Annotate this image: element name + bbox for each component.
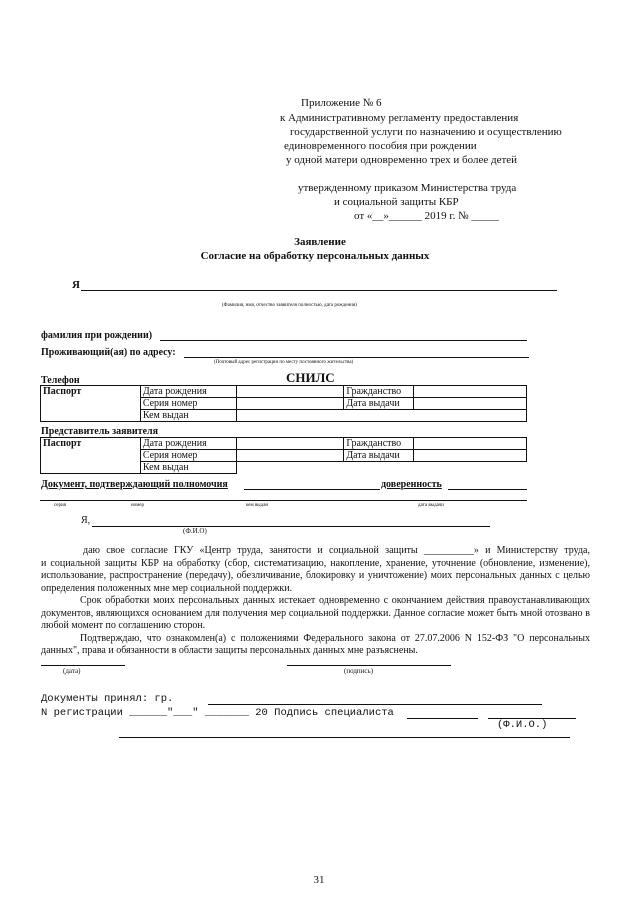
passport-label: Паспорт bbox=[41, 386, 141, 398]
rep-birth-date-value[interactable] bbox=[236, 438, 344, 450]
authority-doc-details-field[interactable] bbox=[40, 500, 527, 501]
ya-hint: (Фамилия, имя, отчество заявителя полностью, дата рождения) bbox=[222, 303, 357, 308]
passport-table-applicant bbox=[40, 385, 527, 422]
snils-label: СНИЛС bbox=[286, 370, 335, 385]
doc-hint-number: номер bbox=[131, 503, 144, 508]
rep-citizenship-value[interactable] bbox=[414, 438, 527, 450]
doc-hint-series: серия bbox=[54, 503, 66, 508]
rep-passport-label: Паспорт bbox=[41, 438, 141, 450]
address-field[interactable] bbox=[184, 357, 529, 358]
doc-hint-issue-date: дата выдачи bbox=[418, 503, 444, 508]
representative-label: Представитель заявителя bbox=[41, 426, 159, 437]
appendix-line-4: единовременного пособия при рождении bbox=[284, 140, 477, 152]
birth-surname-label: фамилия при рождении) bbox=[41, 330, 153, 341]
signature-hint: (подпись) bbox=[344, 667, 374, 675]
rep-issue-date-label: Дата выдачи bbox=[344, 450, 414, 462]
title-line-2: Согласие на обработку персональных данных bbox=[200, 250, 430, 262]
appendix-line-7: и социальной защиты КБР bbox=[334, 196, 459, 208]
consent-p1a: даю свое согласие ГКУ «Центр труда, занятости и социальной защиты __________» и Министерству труда, bbox=[83, 545, 590, 556]
authority-doc-suffix: доверенность bbox=[381, 479, 442, 490]
series-number-label: Серия номер bbox=[140, 398, 236, 410]
birth-surname-field[interactable] bbox=[160, 340, 527, 341]
consent-p3: Подтверждаю, что ознакомлен(а) с положениями Федерального закона от 27.07.2006 N 152-ФЗ "О персональных данных", права и обязанности в области защиты персональных данных мне разъяснены. bbox=[41, 632, 590, 656]
signature-field[interactable] bbox=[287, 665, 451, 666]
phone-label: Телефон bbox=[41, 375, 80, 386]
acceptance-name-field[interactable] bbox=[208, 704, 542, 705]
citizenship-label: Гражданство bbox=[344, 386, 414, 398]
birth-date-value[interactable] bbox=[236, 386, 344, 398]
consent-p2: Срок обработки моих персональных данных истекает одновременно с окончанием действия правоустанавливающих документов, являющихся основанием для получения мер социальной поддержки. Данное согласие может быть мной отозвано в любой момент по соглашению сторон. bbox=[41, 595, 590, 631]
rep-citizenship-label: Гражданство bbox=[344, 438, 414, 450]
fio-hint: (Ф.И.О) bbox=[183, 527, 207, 535]
passport-table-representative bbox=[40, 437, 527, 474]
issued-by-label: Кем выдан bbox=[140, 410, 236, 422]
address-hint: (Почтовый адрес регистрации по месту постоянного жительства) bbox=[214, 360, 354, 365]
rep-series-number-label: Серия номер bbox=[140, 450, 236, 462]
appendix-line-2: к Административному регламенту предоставления bbox=[280, 112, 519, 124]
acceptance-bottom-line bbox=[119, 737, 570, 738]
title-line-1: Заявление bbox=[294, 236, 346, 248]
birth-date-label: Дата рождения bbox=[140, 386, 236, 398]
fio-field[interactable] bbox=[92, 526, 490, 527]
rep-issued-by-label: Кем выдан bbox=[140, 462, 236, 474]
authority-doc-label: Документ, подтверждающий полномочия bbox=[41, 479, 228, 490]
doc-hint-issued-by: кем выдан bbox=[246, 503, 269, 508]
ya2-label: Я, bbox=[81, 515, 91, 526]
authority-doc-field[interactable] bbox=[244, 489, 380, 490]
citizenship-value[interactable] bbox=[414, 386, 527, 398]
address-label: Проживающий(ая) по адресу: bbox=[41, 347, 176, 358]
appendix-line-6: утвержденному приказом Министерства труда bbox=[298, 182, 517, 194]
rep-issued-by-value[interactable] bbox=[236, 462, 526, 474]
date-hint: (дата) bbox=[63, 667, 81, 675]
consent-p1b: и социальной защиты КБР на обработку (сбор, систематизацию, накопление, хранение, уточнение (обновление, изменение), использование, распространение (передачу), обезличивание, блокировку и уничтожение) моих персональных данных с целью определения положенных мне мер социальной поддержки. bbox=[41, 557, 590, 594]
specialist-signature-field[interactable] bbox=[407, 718, 478, 719]
issued-by-value[interactable] bbox=[236, 410, 526, 422]
appendix-line-3: государственной услуги по назначению и осуществлению bbox=[290, 126, 562, 138]
acceptance-line-1: Документы принял: гр. bbox=[41, 693, 174, 705]
date-field[interactable] bbox=[41, 665, 125, 666]
rep-issue-date-value[interactable] bbox=[414, 450, 527, 462]
page-number: 31 bbox=[313, 874, 325, 886]
appendix-line-8: от «__»______ 2019 г. № _____ bbox=[354, 210, 499, 222]
issue-date-value[interactable] bbox=[414, 398, 527, 410]
acceptance-fio: (Ф.И.О.) bbox=[497, 719, 548, 731]
ya-label: Я bbox=[72, 279, 80, 291]
rep-series-number-value[interactable] bbox=[236, 450, 344, 462]
series-number-value[interactable] bbox=[236, 398, 344, 410]
acceptance-line-2: N регистрации ______"___" _______ 20 Подпись специалиста bbox=[41, 707, 394, 719]
issue-date-label: Дата выдачи bbox=[344, 398, 414, 410]
consent-text bbox=[41, 545, 590, 658]
rep-birth-date-label: Дата рождения bbox=[140, 438, 236, 450]
ya-underline[interactable] bbox=[81, 290, 557, 291]
appendix-line-1: Приложение № 6 bbox=[301, 97, 382, 109]
appendix-line-5: у одной матери одновременно трех и более детей bbox=[286, 154, 518, 166]
